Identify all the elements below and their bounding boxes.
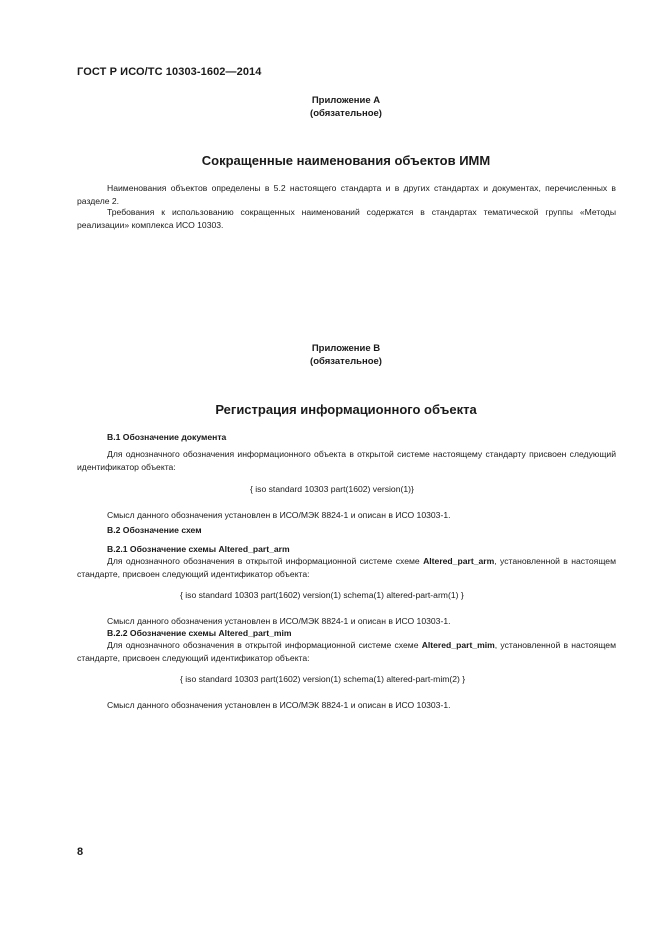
annex-a-label: Приложение А: [311, 95, 381, 106]
page-number: 8: [77, 846, 84, 858]
annex-a-paragraph: Наименования объектов определены в 5.2 настоящего стандарта и в других стандартах и документах, перечисленных в разделе 2.: [77, 183, 616, 207]
annex-a-title: Сокращенные наименования объектов ИММ: [201, 153, 491, 168]
section-b22-text-before: Для однозначного обозначения в открытой информационной системе схеме: [107, 640, 422, 650]
section-b21-text: [77, 555, 616, 582]
section-b21-schema-name: Altered_part_arm: [423, 556, 495, 566]
section-b21-formula: { iso standard 10303 part(1602) version(1) schema(1) altered-part-arm(1) }: [180, 590, 464, 600]
section-b1-note: Смысл данного обозначения установлен в ИСО/МЭК 8824-1 и описан в ИСО 10303-1.: [107, 510, 451, 520]
section-b1-heading: В.1 Обозначение документа: [107, 432, 227, 442]
section-b21-text-before: Для однозначного обозначения в открытой информационной системе схеме: [107, 556, 424, 566]
section-b2-heading: В.2 Обозначение схем: [107, 525, 202, 535]
annex-a-paragraph: Требования к использованию сокращенных наименований содержатся в стандартах тематической группы «Методы реализации» комплекса ИСО 10303.: [77, 207, 616, 231]
section-b22-schema-name: Altered_part_mim: [421, 640, 495, 650]
section-b1-formula: { iso standard 10303 part(1602) version(1)}: [250, 484, 414, 494]
section-b1-text: Для однозначного обозначения информационного объекта в открытой системе настоящему стандарту присвоен следующий идентификатор объекта:: [77, 449, 616, 473]
annex-b-label: Приложение В: [311, 343, 381, 354]
section-b21-heading: В.2.1 Обозначение схемы Altered_part_arm: [107, 544, 290, 554]
section-b22-heading: В.2.2 Обозначение схемы Altered_part_mim: [107, 628, 292, 638]
section-b22-text: [77, 639, 616, 666]
annex-b-status: (обязательное): [310, 356, 382, 367]
annex-b-title: Регистрация информационного объекта: [215, 402, 477, 417]
document-header: ГОСТ Р ИСО/ТС 10303-1602—2014: [77, 66, 262, 78]
section-b22-formula: { iso standard 10303 part(1602) version(1) schema(1) altered-part-mim(2) }: [180, 674, 466, 684]
section-b22-note: Смысл данного обозначения установлен в ИСО/МЭК 8824-1 и описан в ИСО 10303-1.: [107, 700, 451, 710]
section-b22-text-after: , установленной в настоящем стандарте, присвоен следующий идентификатор объекта:: [77, 640, 616, 664]
section-b21-text-after: , установленной в настоящем стандарте, присвоен следующий идентификатор объекта:: [77, 556, 616, 580]
annex-a-status: (обязательное): [310, 108, 382, 119]
section-b21-note: Смысл данного обозначения установлен в ИСО/МЭК 8824-1 и описан в ИСО 10303-1.: [107, 616, 451, 626]
